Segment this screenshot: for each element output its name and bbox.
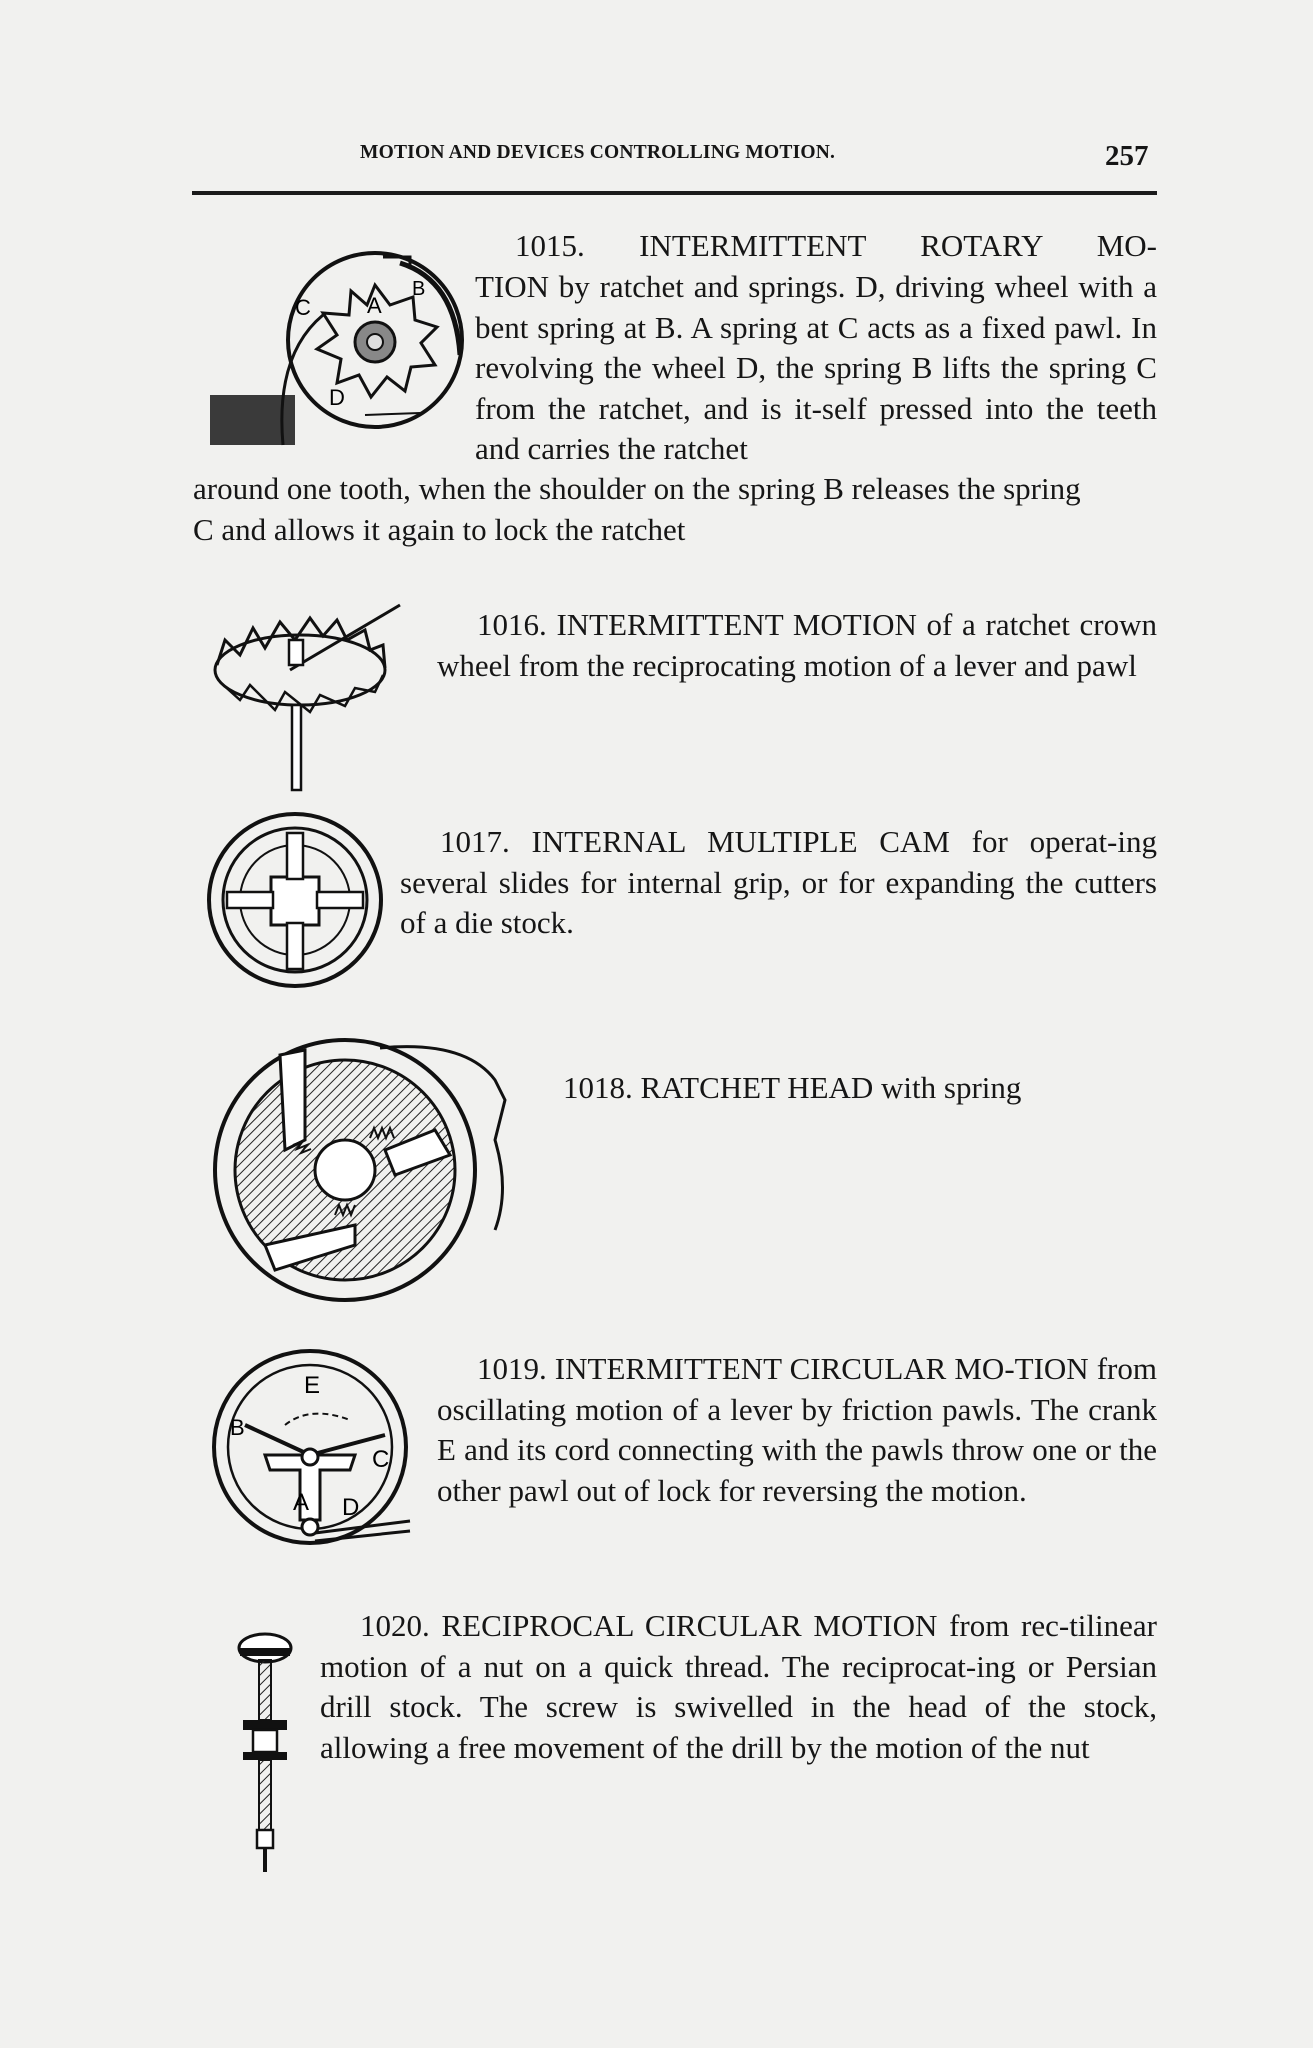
entry-1016-text: 1016. INTERMITTENT MOTION of a ratchet crown wheel from the reciprocating motion of a lever and pawl [437, 607, 1157, 683]
figure-1015-label-c: C [295, 295, 311, 320]
entry-1015-wrapped-text: TION by ratchet and springs. D, driving wheel with a bent spring at B. A spring at C acts as a fixed pawl. In revolving the wheel D, the spring B lifts the spring C from the ratchet, and is it-self pressed into the teeth and carries the ratchet [475, 269, 1157, 466]
entry-1015-lead-text: 1015. INTERMITTENT ROTARY MO- [515, 228, 1157, 263]
figure-1015-label-a: A [367, 293, 382, 318]
entry-1019-text: 1019. INTERMITTENT CIRCULAR MO-TION from oscillating motion of a lever by friction pawls. The crank E and its cord connecting with the pawls throw one or the other pawl out of lock for reversing the motion. [437, 1351, 1157, 1508]
figure-1015-label-b: B [412, 278, 426, 300]
entry-1020-text: 1020. RECIPROCAL CIRCULAR MOTION from rec-tilinear motion of a nut on a quick thread. The reciprocat-ing or Persian drill stock. The screw is swivelled in the head of the stock, allowing a free movement of the drill by the motion of the nut [320, 1608, 1157, 1765]
entry-1019 [437, 1349, 1157, 1511]
entry-1017 [400, 822, 1157, 944]
figure-1019-label-d: D [342, 1494, 360, 1521]
page-number: 257 [1105, 140, 1149, 172]
figure-1018-ratchet-head [205, 1030, 525, 1320]
figure-1020-persian-drill [235, 1630, 295, 1875]
entry-1016 [437, 605, 1157, 686]
figure-1015-ratchet-springs [205, 245, 475, 455]
entry-1015-full-text: around one tooth, when the shoulder on the spring B releases the spring C and allows it again to lock the ratchet [193, 471, 1081, 547]
figure-1019-label-c: C [372, 1446, 390, 1473]
entry-1018-text: 1018. RATCHET HEAD with spring [563, 1070, 1022, 1105]
header-rule [192, 191, 1157, 195]
figure-1019-friction-pawls [210, 1345, 420, 1555]
figure-1015-label-d: D [329, 385, 345, 410]
figure-1017-multiple-cam [205, 805, 395, 1005]
entry-1018 [563, 1068, 1157, 1109]
entry-1017-text: 1017. INTERNAL MULTIPLE CAM for operat-ing several slides for internal grip, or for expanding the cutters of a die stock. [400, 824, 1157, 940]
figure-1016-crown-ratchet [205, 600, 425, 800]
entry-1015-full [193, 469, 1093, 550]
running-title: MOTION AND DEVICES CONTROLLING MOTION. [360, 142, 836, 163]
figure-1019-label-b: B [230, 1415, 245, 1440]
entry-1020 [320, 1606, 1157, 1768]
entry-1015-lead [475, 226, 1157, 267]
entry-1015-wrapped [475, 267, 1157, 470]
figure-1019-label-a: A [293, 1489, 310, 1516]
figure-1019-label-e: E [304, 1372, 321, 1399]
